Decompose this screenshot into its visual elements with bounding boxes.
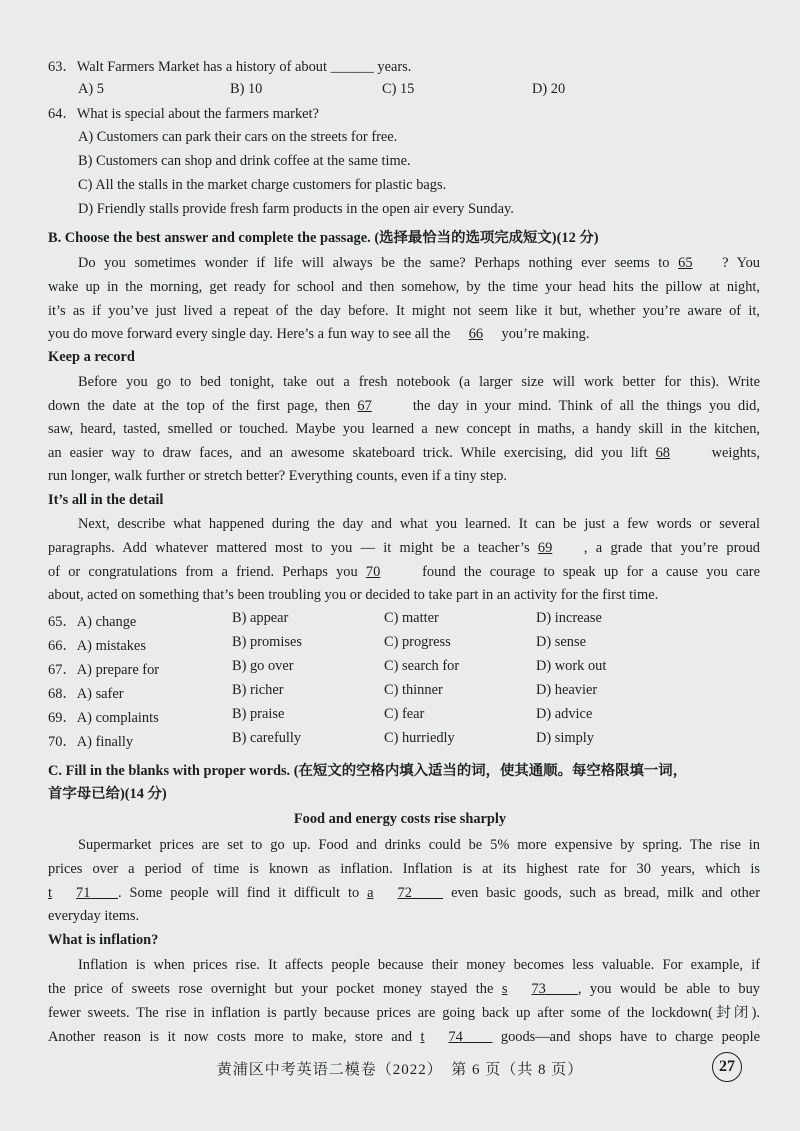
passage-b-line: you do move forward every single day. Here’s a fun way to see all the 66 you’re making. [48,326,590,342]
passage-b-line: an easier way to draw faces, and an awesome skateboard trick. While exercising, did you lift 68 weights, [48,445,760,461]
passage-b-line: Before you go to bed tonight, take out a fresh notebook (a larger size will work better for this). Write [78,374,760,390]
question-63: 63．Walt Farmers Market has a history of about ______ years. [48,59,412,75]
passage-b-line: Next, describe what happened during the day and what you learned. It can be just a few words or several [78,516,760,532]
passage-b-line: paragraphs. Add whatever mattered most to you — it might be a teacher’s 69 , a grade that you’re proud [48,540,760,556]
passage-c-line: Another reason is it now costs more to make, store and t 74 goods—and shops have to charge people [48,1029,760,1045]
question-64-option-c: C) All the stalls in the market charge customers for plastic bags. [78,177,447,193]
question-64-option-b: B) Customers can shop and drink coffee at the same time. [78,153,411,169]
passage-b-line: down the date at the top of the first page, then 67 the day in your mind. Think of all the things you did, [48,398,760,414]
passage-b-line: of or congratulations from a friend. Perhaps you 70 found the courage to speak up for a cause you care [48,564,760,580]
section-b-heading: B. Choose the best answer and complete the passage. (选择最恰当的选项完成短文)(12 分) [48,230,599,246]
passage-c-line: Supermarket prices are set to go up. Food and drinks could be 5% more expensive by spring. The rise in [78,837,760,853]
question-64-option-d: D) Friendly stalls provide fresh farm products in the open air every Sunday. [78,201,514,217]
question-64-option-a: A) Customers can park their cars on the streets for free. [78,129,398,145]
passage-c-line: the price of sweets rose overnight but your pocket money stayed the s 73 , you would be able to buy [48,981,760,997]
options-65: 65．A) change B) appear C) matter D) increase [48,610,602,630]
question-64: 64．What is special about the farmers market? [48,106,319,122]
passage-c-line: Inflation is when prices rise. It affects people because their money becomes less valuable. For example, if [78,957,760,973]
passage-c-line: fewer sweets. The rise in inflation is partly because prices are going back up after some of the lockdown(封闭). [48,1005,760,1021]
passage-b-line: Do you sometimes wonder if life will always be the same? Perhaps nothing ever seems to 65 ? You [78,255,760,271]
page-number-badge: 27 [712,1052,742,1082]
options-69: 69．A) complaints B) praise C) fear D) advice [48,706,593,726]
passage-b-line: run longer, walk further or stretch better? Everything counts, even if a tiny step. [48,468,507,484]
options-66: 66．A) mistakes B) promises C) progress D) sense [48,634,586,654]
passage-b-line: saw, heard, tasted, smelled or touched. Maybe you learned a new concept in maths, a handy skill in the kitchen, [48,421,760,437]
passage-c-line: prices over a period of time is known as inflation. Inflation is at its highest rate for 30 years, which is [48,861,760,877]
passage-b-line: wake up in the morning, get ready for school and then somehow, by the time your head hits the pillow at night, [48,279,760,295]
passage-c-line: t 71 . Some people will find it difficult to a 72 even basic goods, such as bread, milk and other [48,885,760,901]
options-70: 70．A) finally B) carefully C) hurriedly D) simply [48,730,594,750]
passage-c-title: Food and energy costs rise sharply [293,811,507,827]
passage-b-line: about, acted on something that’s been troubling you or decided to take part in an activity for the first time. [48,587,659,603]
question-63-options: A) 5 B) 10 C) 15 D) 20 [78,81,566,97]
subheading-keep-a-record: Keep a record [48,349,135,365]
passage-b-line: it’s as if you’ve just lived a repeat of the day before. It might not seem like it but, whether you’re aware of it, [48,303,760,319]
section-c-heading: C. Fill in the blanks with proper words. (在短文的空格内填入适当的词，使其通顺。每空格限填一词， [48,763,688,779]
passage-c-line: everyday items. [48,908,140,924]
page-footer: 黄浦区中考英语二模卷（2022） 第 6 页（共 8 页） [216,1062,584,1078]
options-67: 67．A) prepare for B) go over C) search for D) work out [48,658,607,678]
options-68: 68．A) safer B) richer C) thinner D) heavier [48,682,598,702]
section-c-heading-cont: 首字母已给)(14 分) [48,786,167,802]
subheading-what-is-inflation: What is inflation? [48,932,159,948]
subheading-detail: It’s all in the detail [48,492,164,508]
